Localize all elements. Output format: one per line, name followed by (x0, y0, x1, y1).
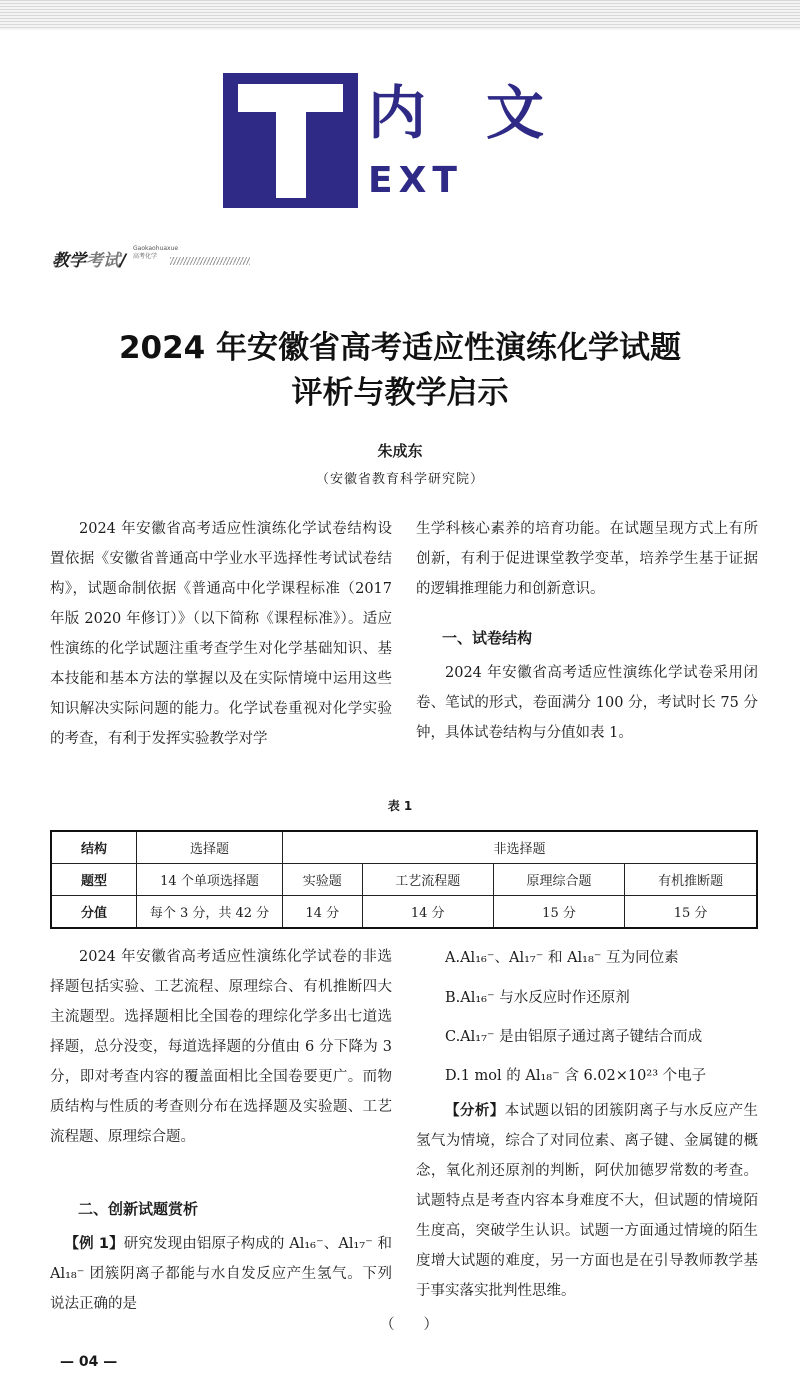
option-c: C.Al₁₇⁻ 是由铝原子通过离子键结合而成 (445, 1029, 703, 1045)
analysis-label: 【分析】 (445, 1103, 505, 1119)
author-affiliation: （安徽省教育科学研究院） (315, 472, 484, 487)
logo-chinese-title (368, 66, 558, 147)
top-stripe-bar (0, 0, 800, 30)
page-number: — 04 — (60, 1354, 118, 1370)
exam-structure-table (50, 830, 758, 929)
logo-char-1: 内 (368, 79, 427, 147)
table-cell: 原理综合题 (493, 864, 624, 896)
section-heading-structure: 一、试卷结构 (442, 629, 533, 647)
answer-blank: （ ） (380, 1317, 438, 1333)
table-cell: 15 分 (625, 896, 757, 929)
table-cell: 分值 (51, 896, 137, 929)
intro-paragraph-cont: 生学科核心素养的培育功能。在试题呈现方式上有所创新，有利于促进课堂教学变革，培养学生基于证据的逻辑推理能力和创新意识。 (416, 521, 758, 597)
example-label: 【例 1】 (64, 1236, 124, 1252)
option-b: B.Al₁₆⁻ 与水反应时作还原剂 (445, 990, 630, 1006)
table-caption: 表 1 (387, 799, 413, 813)
article-title-line-1: 2024 年安徽省高考适应性演练化学试题 (118, 330, 682, 366)
table-cell: 每个 3 分，共 42 分 (137, 896, 283, 929)
option-a: A.Al₁₆⁻、Al₁₇⁻ 和 Al₁₈⁻ 互为同位素 (445, 950, 679, 966)
table-cell: 14 分 (362, 896, 493, 929)
table-cell: 14 个单项选择题 (137, 864, 283, 896)
table-cell: 工艺流程题 (362, 864, 493, 896)
column-tag: 教学考试/ (52, 251, 127, 271)
table-cell: 有机推断题 (625, 864, 757, 896)
logo-char-2: 文 (486, 79, 545, 147)
structure-paragraph: 2024 年安徽省高考适应性演练化学试卷采用闭卷、笔试的形式，卷面满分 100 分，考试时长 75 分钟，具体试卷结构与分值如表 1。 (416, 665, 758, 741)
section-heading-innovation: 二、创新试题赏析 (78, 1200, 199, 1218)
column-sub-1: Gaokaohuaxue (133, 245, 179, 252)
table-cell: 15 分 (493, 896, 624, 929)
column-name-2: 考试 (86, 251, 120, 271)
column-decoration (170, 257, 250, 265)
example-question (50, 1229, 392, 1319)
table-cell: 题型 (51, 864, 137, 896)
analysis-paragraph (416, 1096, 758, 1306)
question-types-paragraph: 2024 年安徽省高考适应性演练化学试卷的非选择题包括实验、工艺流程、原理综合、有机推断四大主流题型。选择题相比全国卷的理综化学多出七道选择题，总分没变，每道选择题的分值由 6 分下降为 3 分，即对考查内容的覆盖面相比全国卷要更广。而物质结构与性质的考查则分布在选择题及实验题、工艺流程题、原理综合题。 (50, 949, 392, 1145)
author-name: 朱成东 (377, 442, 423, 460)
article-title-line-2: 评析与教学启示 (291, 375, 509, 411)
intro-paragraph: 2024 年安徽省高考适应性演练化学试卷结构设置依据《安徽省普通高中学业水平选择性考试试卷结构》，试题命制依据《普通高中化学课程标准（2017 年版 2020 年修订）》（以下简称《课程标准》）。适应性演练的化学试题注重考查学生对化学基础知识、基本技能和基本方法的掌握以及在实际情境中运用这些知识解决实际问题的能力。化学试卷重视对化学实验的考查，有利于发挥实验教学对学 (50, 521, 392, 747)
table-cell: 选择题 (137, 831, 283, 864)
logo-t-letter-stem (276, 84, 306, 198)
example-text: 研究发现由铝原子构成的 Al₁₆⁻、Al₁₇⁻ 和 Al₁₈⁻ 团簇阴离子都能与水自发反应产生氢气。下列说法正确的是 (50, 1236, 392, 1312)
column-sub-2: 高考化学 (133, 253, 158, 260)
table-row (51, 864, 757, 896)
analysis-text: 本试题以铝的团簇阴离子与水反应产生氢气为情境，综合了对同位素、离子键、金属键的概念，氧化剂还原剂的判断，阿伏加德罗常数的考查。试题特点是考查内容本身难度不大，但试题的情境陌生度高，突破学生认识。试题一方面通过情境的陌生度增大试题的难度，另一方面也是在引导教师教学基于事实落实批判性思维。 (416, 1103, 759, 1299)
logo-english-text: EXT (368, 160, 463, 201)
table-cell: 实验题 (283, 864, 363, 896)
option-d: D.1 mol 的 Al₁₈⁻ 含 6.02×10²³ 个电子 (445, 1068, 707, 1084)
table-cell: 结构 (51, 831, 137, 864)
table-cell: 非选择题 (283, 831, 758, 864)
table-row (51, 896, 757, 929)
table-cell: 14 分 (283, 896, 363, 929)
table-row (51, 831, 757, 864)
column-name-1: 教学 (52, 251, 86, 271)
